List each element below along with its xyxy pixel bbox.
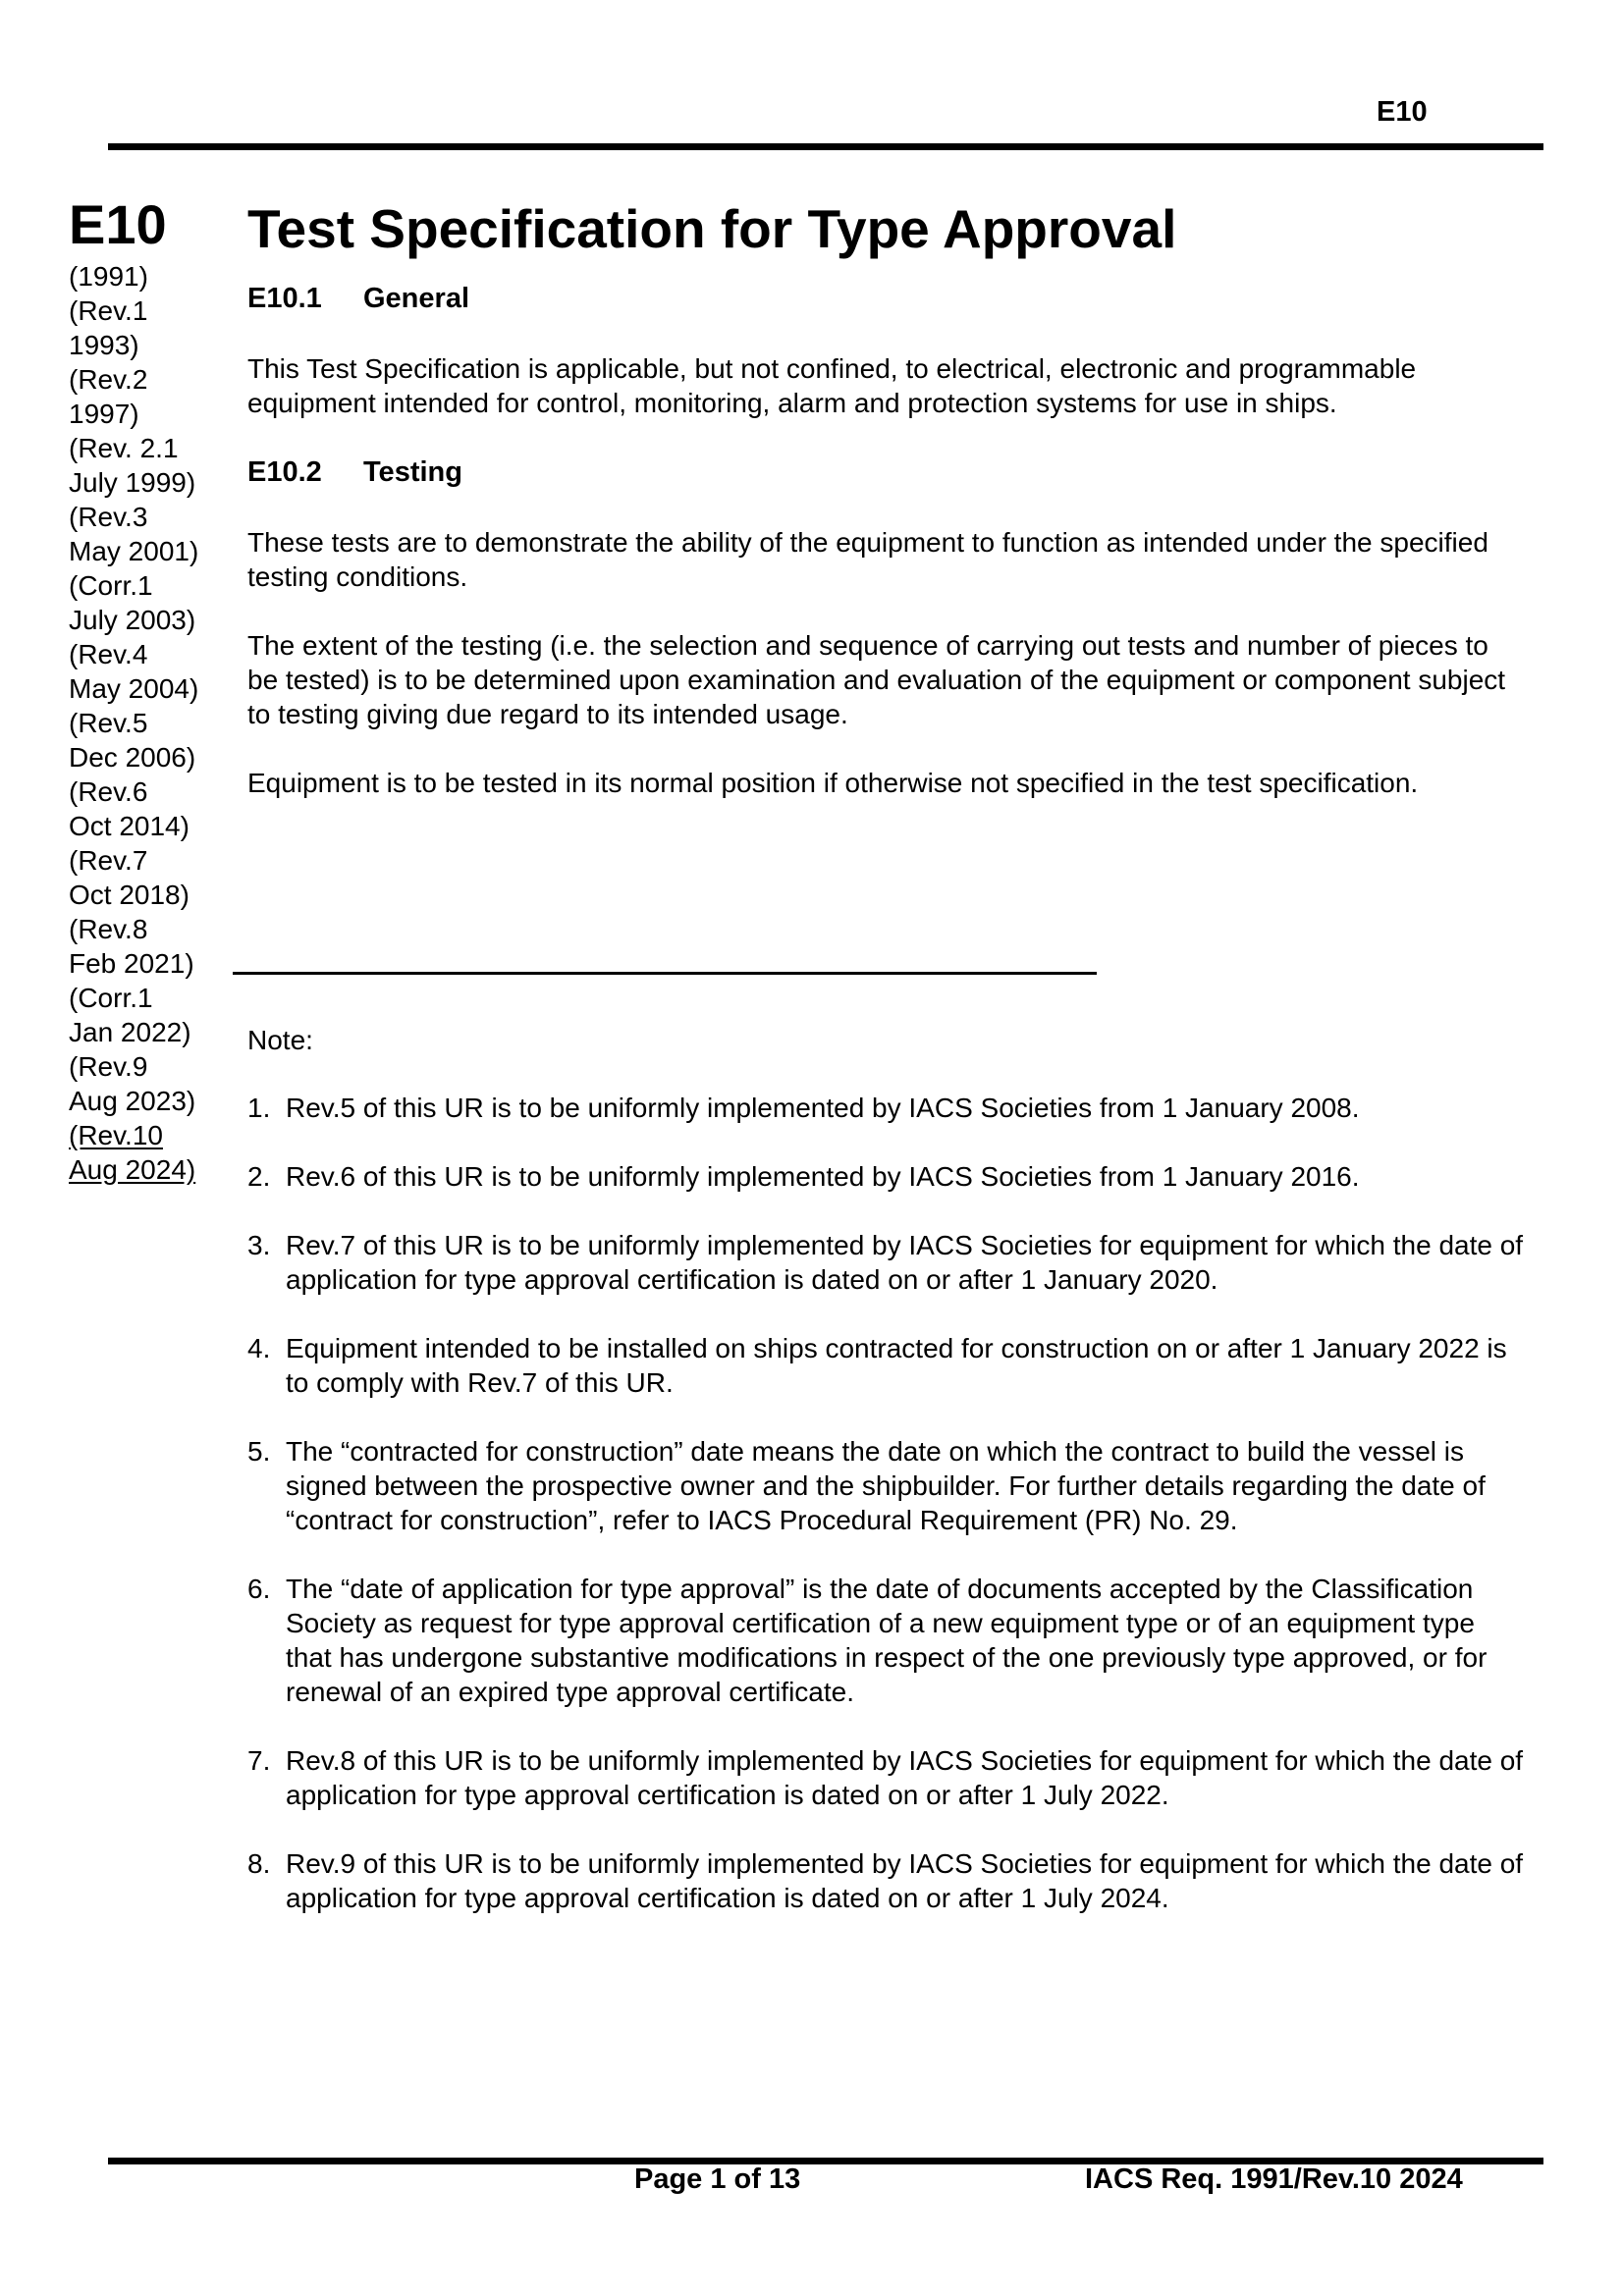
note-text: Equipment intended to be installed on ships contracted for construction on or after 1 January 2022 is to comply with Rev.7 of this UR.	[286, 1333, 1507, 1398]
document-reference: IACS Req. 1991/Rev.10 2024	[1085, 2163, 1463, 2195]
note-number: 5.	[247, 1436, 271, 1467]
note-item	[247, 1228, 1524, 1297]
revision-line: (Rev.1	[69, 295, 148, 326]
revision-line: (Rev.3	[69, 502, 148, 532]
revision-line: (Rev.6	[69, 776, 148, 807]
note-number: 6.	[247, 1574, 271, 1604]
note-text: The “date of application for type approval” is the date of documents accepted by the Classification Society as request for type approval certification of a new equipment type or of an equipment type that has undergone substantive modifications in respect of the one previously type approved, or for renewal of an expired type approval certificate.	[286, 1574, 1488, 1707]
note-item	[247, 1434, 1524, 1537]
revision-line: Feb 2021)	[69, 948, 194, 979]
revision-line: (1991)	[69, 261, 148, 292]
note-number: 8.	[247, 1848, 271, 1879]
paragraph: The extent of the testing (i.e. the selection and sequence of carrying out tests and number of pieces to be tested) is to be determined upon examination and evaluation of the equipment or component subject to testing giving due regard to its intended usage.	[247, 630, 1506, 729]
revision-line: (Corr.1	[69, 983, 153, 1013]
page-number: Page 1 of 13	[634, 2163, 801, 2195]
revision-line: (Rev.5	[69, 708, 148, 738]
revision-line: Oct 2018)	[69, 880, 189, 910]
document-title: Test Specification for Type Approval	[247, 198, 1177, 259]
revision-line: Jan 2022)	[69, 1017, 191, 1047]
note-text: Rev.9 of this UR is to be uniformly implemented by IACS Societies for equipment for which the date of application for type approval certification is dated on or after 1 July 2024.	[286, 1848, 1524, 1913]
revision-line: (Rev.9	[69, 1051, 148, 1082]
revision-line: (Rev.2	[69, 364, 148, 395]
paragraph: These tests are to demonstrate the ability of the equipment to function as intended under the specified testing conditions.	[247, 527, 1488, 592]
revision-line: Oct 2014)	[69, 811, 189, 841]
revision-line: 1997)	[69, 399, 139, 429]
revision-line-current: Aug 2024)	[69, 1154, 196, 1185]
note-text: Rev.5 of this UR is to be uniformly implemented by IACS Societies from 1 January 2008.	[286, 1093, 1360, 1123]
header-rule	[108, 143, 1543, 150]
note-item	[247, 1091, 1524, 1125]
section-heading-testing	[247, 454, 1514, 490]
section-heading-general	[247, 281, 1514, 316]
revision-list	[69, 259, 226, 1187]
note-number: 1.	[247, 1093, 271, 1123]
revision-line: May 2001)	[69, 536, 199, 566]
revision-line: 1993)	[69, 330, 139, 360]
paragraph: Equipment is to be tested in its normal position if otherwise not specified in the test specification.	[247, 768, 1419, 798]
note-text: Rev.6 of this UR is to be uniformly implemented by IACS Societies from 1 January 2016.	[286, 1161, 1360, 1192]
section-number: E10.2	[247, 456, 322, 488]
revision-line: (Rev.4	[69, 639, 148, 669]
note-number: 2.	[247, 1161, 271, 1192]
note-number: 4.	[247, 1333, 271, 1363]
revision-line: (Rev.8	[69, 914, 148, 944]
section-title: General	[363, 283, 469, 314]
revision-line: Dec 2006)	[69, 742, 196, 773]
note-number: 7.	[247, 1745, 271, 1776]
revision-line: (Rev.7	[69, 845, 148, 876]
note-number: 3.	[247, 1230, 271, 1260]
notes-section	[247, 1023, 1524, 1949]
revision-line-current: (Rev.10	[69, 1120, 163, 1150]
note-item	[247, 1572, 1524, 1709]
section-title: Testing	[363, 456, 462, 488]
note-item	[247, 1743, 1524, 1812]
revision-line: (Corr.1	[69, 570, 153, 601]
revision-history	[69, 193, 226, 1187]
note-item	[247, 1846, 1524, 1915]
revision-line: May 2004)	[69, 673, 199, 704]
paragraph: This Test Specification is applicable, but not confined, to electrical, electronic and programmable equipment intended for control, monitoring, alarm and protection systems for use in ships.	[247, 353, 1417, 418]
note-item	[247, 1331, 1524, 1400]
revision-line: July 2003)	[69, 605, 196, 635]
section-number: E10.1	[247, 283, 322, 314]
revision-line: Aug 2023)	[69, 1086, 196, 1116]
notes-label: Note:	[247, 1025, 313, 1055]
note-text: Rev.7 of this UR is to be uniformly implemented by IACS Societies for equipment for which the date of application for type approval certification is dated on or after 1 January 2020.	[286, 1230, 1524, 1295]
note-text: The “contracted for construction” date means the date on which the contract to build the vessel is signed between the prospective owner and the shipbuilder. For further details regarding the date of “contract for construction”, refer to IACS Procedural Requirement (PR) No. 29.	[286, 1436, 1486, 1535]
note-item	[247, 1159, 1524, 1194]
notes-divider	[233, 972, 1097, 975]
document-body	[247, 196, 1514, 834]
note-text: Rev.8 of this UR is to be uniformly implemented by IACS Societies for equipment for which the date of application for type approval certification is dated on or after 1 July 2022.	[286, 1745, 1524, 1810]
revision-line: (Rev. 2.1	[69, 433, 179, 463]
header-document-code: E10	[1377, 96, 1428, 128]
margin-document-code: E10	[69, 193, 167, 255]
revision-line: July 1999)	[69, 467, 196, 498]
